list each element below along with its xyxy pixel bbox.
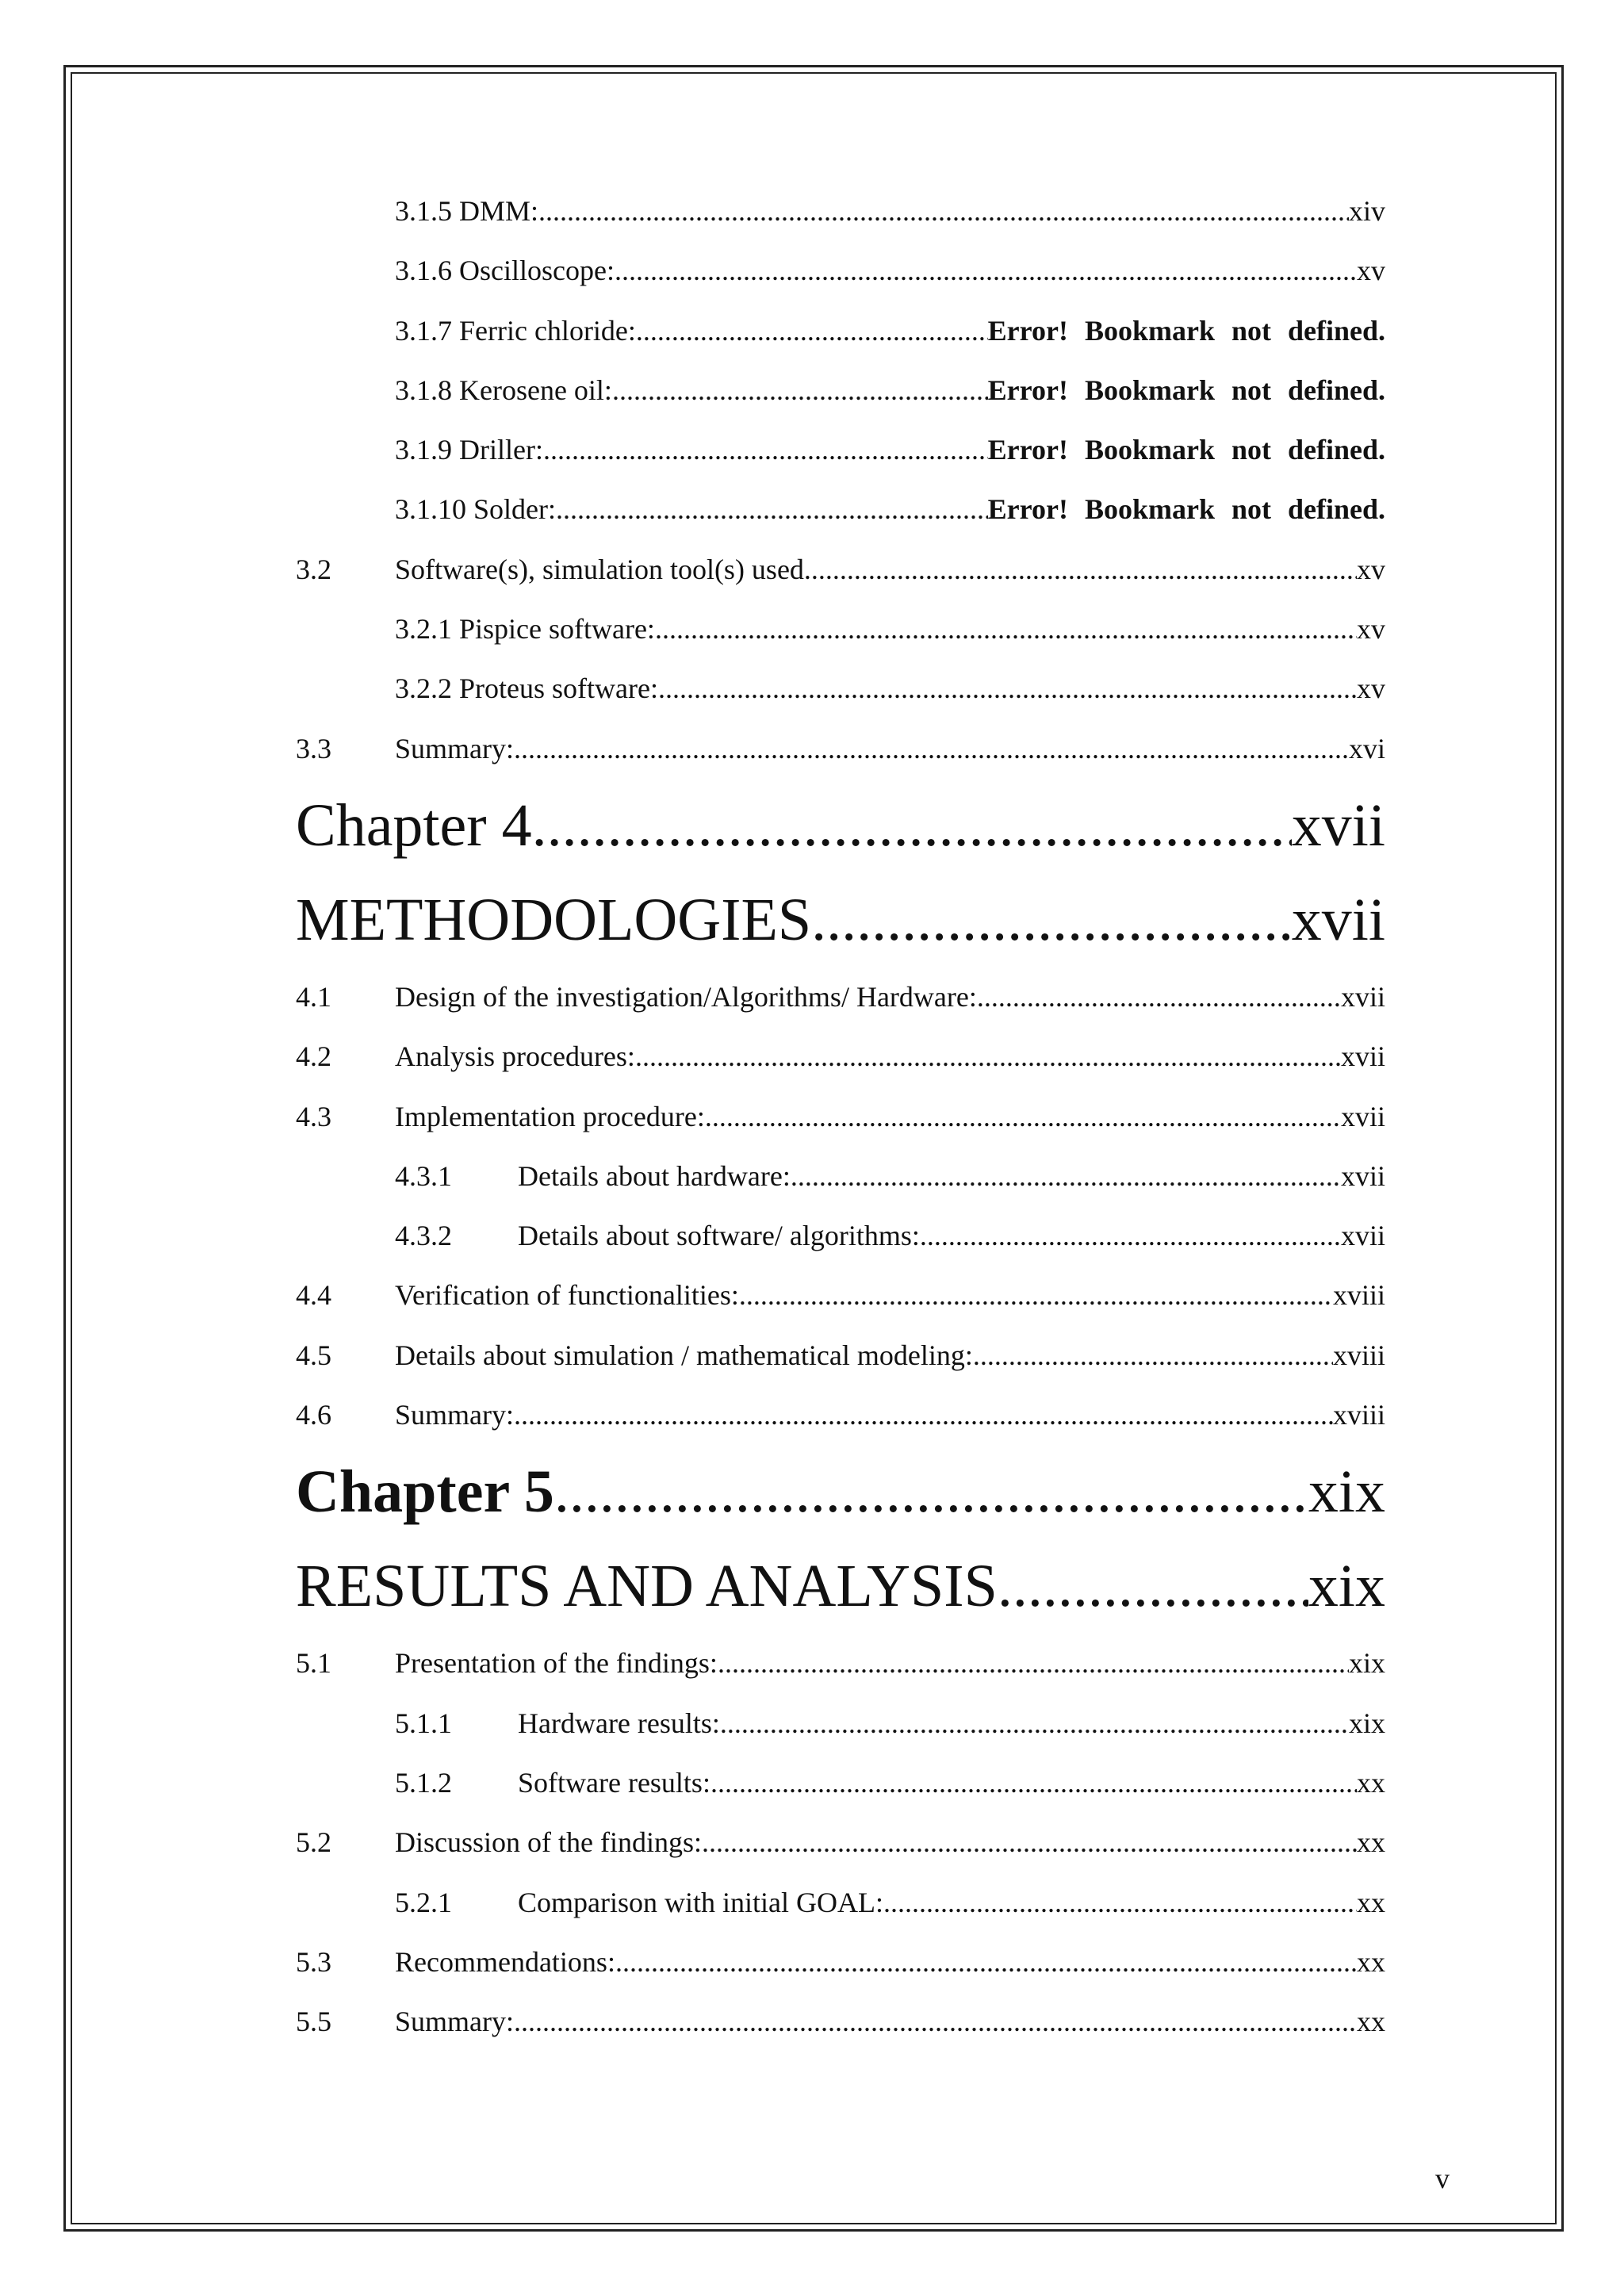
toc-entry-page: xvii — [1340, 1159, 1385, 1192]
toc-entry-page: xvii — [1340, 1220, 1385, 1252]
toc-entry-label: 3.1.6 Oscilloscope: — [395, 255, 615, 287]
toc-entry-number: 4.1 — [296, 980, 331, 1013]
toc-entry-number: 5.5 — [296, 2006, 331, 2038]
toc-leader-dots — [702, 1826, 1357, 1859]
toc-leader-dots — [554, 1458, 1308, 1527]
toc-entry-number: 4.6 — [296, 1399, 331, 1431]
toc-entry[interactable] — [296, 1826, 1385, 1885]
toc-entry-number: 5.1 — [296, 1647, 331, 1680]
toc-leader-dots — [514, 1398, 1333, 1431]
toc-entry-label: Comparison with initial GOAL: — [518, 1886, 883, 1918]
toc-entry[interactable] — [296, 314, 1385, 374]
toc-entry[interactable] — [296, 2005, 1385, 2064]
toc-leader-dots — [720, 1707, 1349, 1740]
toc-entry[interactable] — [296, 1219, 1385, 1278]
toc-entry[interactable] — [296, 1159, 1385, 1219]
toc-entry-number: 4.2 — [296, 1040, 331, 1073]
toc-chapter-title[interactable] — [296, 1552, 1385, 1646]
toc-leader-dots — [543, 433, 988, 466]
toc-entry-label: 3.2.1 Pispice software: — [395, 613, 655, 646]
toc-leader-dots — [612, 374, 988, 407]
toc-chapter-heading[interactable] — [296, 1458, 1385, 1552]
toc-entry-error: Error! Bookmark not defined. — [987, 493, 1385, 526]
toc-entry-label: Details about hardware: — [518, 1159, 791, 1192]
toc-leader-dots — [811, 886, 1292, 955]
toc-chapter-page: xvii — [1291, 886, 1385, 953]
toc-entry-page: xx — [1357, 1826, 1385, 1859]
toc-entry-page: xvii — [1340, 1100, 1385, 1132]
toc-entry-page: xx — [1357, 1766, 1385, 1799]
toc-entry-label: Recommendations: — [395, 1945, 615, 1978]
toc-entry[interactable] — [296, 612, 1385, 672]
toc-leader-dots — [514, 732, 1349, 765]
toc-leader-dots — [615, 254, 1357, 287]
toc-entry[interactable] — [296, 1278, 1385, 1338]
toc-entry-label: Details about simulation / mathematical modeling: — [395, 1339, 973, 1371]
toc-entry-number: 5.2 — [296, 1826, 331, 1859]
toc-entry-page: xv — [1357, 553, 1385, 585]
toc-entry-number: 3.3 — [296, 732, 331, 764]
toc-leader-dots — [556, 492, 988, 526]
toc-entry-label: Hardware results: — [518, 1707, 720, 1739]
toc-entry-label: 3.2.2 Proteus software: — [395, 672, 658, 705]
toc-chapter-page: xix — [1308, 1553, 1385, 1620]
toc-entry[interactable] — [296, 374, 1385, 433]
toc-entry[interactable] — [296, 1398, 1385, 1458]
toc-entry-number: 5.1.1 — [395, 1707, 452, 1739]
toc-entry-page: xv — [1357, 672, 1385, 705]
toc-entry[interactable] — [296, 194, 1385, 254]
toc-entry-error: Error! Bookmark not defined. — [987, 434, 1385, 466]
toc-entry[interactable] — [296, 980, 1385, 1040]
toc-entry-number: 4.3 — [296, 1100, 331, 1132]
toc-entry-label: Software(s), simulation tool(s) used — [395, 553, 804, 585]
toc-chapter-page: xvii — [1291, 791, 1385, 859]
toc-chapter-label: METHODOLOGIES — [296, 886, 812, 953]
toc-leader-dots — [538, 194, 1349, 228]
toc-entry-page: xx — [1357, 2006, 1385, 2038]
toc-leader-dots — [514, 2005, 1357, 2038]
toc-entry-error: Error! Bookmark not defined. — [987, 374, 1385, 406]
toc-entry-page: xvii — [1340, 1040, 1385, 1073]
toc-entry-label: Summary: — [395, 732, 514, 764]
toc-entry[interactable] — [296, 433, 1385, 492]
toc-leader-dots — [791, 1159, 1341, 1193]
toc-entry-label: Analysis procedures: — [395, 1040, 635, 1073]
toc-leader-dots — [705, 1100, 1341, 1133]
toc-leader-dots — [883, 1886, 1357, 1919]
toc-entry[interactable] — [296, 1707, 1385, 1766]
toc-chapter-label: Chapter 4 — [296, 791, 532, 859]
toc-leader-dots — [655, 612, 1357, 646]
toc-leader-dots — [658, 672, 1357, 705]
toc-leader-dots — [973, 1339, 1333, 1372]
toc-entry-number: 5.3 — [296, 1945, 331, 1978]
toc-leader-dots — [804, 553, 1357, 586]
toc-entry-label: Details about software/ algorithms: — [518, 1220, 920, 1252]
toc-leader-dots — [998, 1552, 1308, 1621]
toc-chapter-label: RESULTS AND ANALYSIS — [296, 1553, 998, 1620]
toc-chapter-label: Chapter 5 — [296, 1458, 554, 1526]
toc-entry-page: xviii — [1332, 1279, 1385, 1312]
toc-entry-page: xix — [1348, 1707, 1385, 1739]
toc-chapter-page: xix — [1308, 1458, 1385, 1526]
toc-entry-page: xiv — [1348, 195, 1385, 227]
toc-entry-label: 3.1.10 Solder: — [395, 493, 556, 526]
toc-entry-page: xvi — [1348, 732, 1385, 764]
toc-entry-label: 3.1.5 DMM: — [395, 195, 539, 227]
toc-chapter-heading[interactable] — [296, 791, 1385, 886]
toc-entry-label: Summary: — [395, 1399, 514, 1431]
table-of-contents — [296, 194, 1385, 2064]
toc-entry-page: xv — [1357, 255, 1385, 287]
toc-entry-number: 5.2.1 — [395, 1886, 452, 1918]
toc-leader-dots — [636, 314, 988, 347]
toc-entry-number: 4.3.1 — [395, 1159, 452, 1192]
page-number: v — [1435, 2163, 1450, 2194]
toc-entry[interactable] — [296, 553, 1385, 612]
toc-entry[interactable] — [296, 672, 1385, 731]
toc-entry-page: xx — [1357, 1945, 1385, 1978]
toc-entry-page: xviii — [1332, 1339, 1385, 1371]
toc-entry-page: xx — [1357, 1886, 1385, 1918]
toc-leader-dots — [739, 1278, 1333, 1312]
toc-entry-number: 4.3.2 — [395, 1220, 452, 1252]
toc-entry-label: Summary: — [395, 2006, 514, 2038]
toc-entry[interactable] — [296, 1886, 1385, 1945]
toc-leader-dots — [710, 1766, 1357, 1799]
toc-leader-dots — [532, 791, 1292, 860]
toc-entry-page: xvii — [1340, 980, 1385, 1013]
toc-entry-page: xviii — [1332, 1399, 1385, 1431]
toc-entry-label: 3.1.7 Ferric chloride: — [395, 314, 636, 347]
toc-entry-number: 5.1.2 — [395, 1766, 452, 1799]
toc-entry-label: Verification of functionalities: — [395, 1279, 739, 1312]
toc-entry-label: Design of the investigation/Algorithms/ Hardware: — [395, 980, 977, 1013]
toc-entry[interactable] — [296, 1945, 1385, 2005]
toc-leader-dots — [920, 1219, 1341, 1252]
toc-entry-label: Presentation of the findings: — [395, 1647, 718, 1680]
toc-entry-number: 4.5 — [296, 1339, 331, 1371]
toc-entry[interactable] — [296, 1646, 1385, 1706]
toc-entry-label: 3.1.9 Driller: — [395, 434, 543, 466]
toc-leader-dots — [718, 1646, 1349, 1680]
toc-leader-dots — [635, 1040, 1341, 1073]
toc-entry[interactable] — [296, 1766, 1385, 1826]
toc-entry-page: xv — [1357, 613, 1385, 646]
toc-entry[interactable] — [296, 1100, 1385, 1159]
toc-entry-label: Software results: — [518, 1766, 710, 1799]
toc-entry[interactable] — [296, 732, 1385, 791]
toc-leader-dots — [977, 980, 1341, 1013]
toc-entry[interactable] — [296, 492, 1385, 552]
toc-entry[interactable] — [296, 1339, 1385, 1398]
toc-chapter-title[interactable] — [296, 886, 1385, 980]
toc-entry-label: Discussion of the findings: — [395, 1826, 702, 1859]
toc-leader-dots — [615, 1945, 1357, 1979]
toc-entry-label: 3.1.8 Kerosene oil: — [395, 374, 612, 406]
toc-entry[interactable] — [296, 1040, 1385, 1099]
toc-entry-page: xix — [1348, 1647, 1385, 1680]
toc-entry-label: Implementation procedure: — [395, 1100, 705, 1132]
toc-entry-number: 3.2 — [296, 553, 331, 585]
toc-entry-number: 4.4 — [296, 1279, 331, 1312]
toc-entry-error: Error! Bookmark not defined. — [987, 314, 1385, 347]
toc-entry[interactable] — [296, 254, 1385, 313]
